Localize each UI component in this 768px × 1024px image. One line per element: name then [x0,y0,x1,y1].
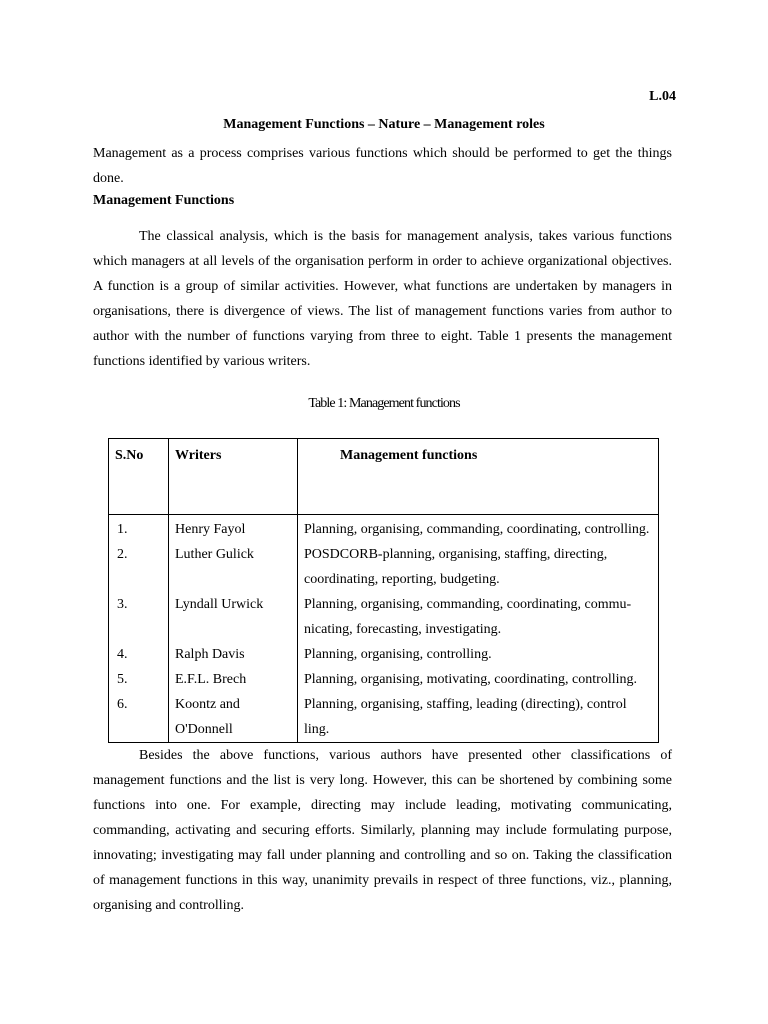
lecture-number: L.04 [649,89,676,104]
page-title: Management Functions – Nature – Management roles [223,117,545,132]
row-writer: E.F.L. Brech [169,667,298,692]
row-writer: Ralph Davis [169,642,298,667]
besides-paragraph: Besides the above functions, various authors have presented other classifications of management functions and the list is very long. However, this can be shortened by combining some functions into one. For example, directing may include leading, motivating communicating, commanding, activating and securing efforts. Similarly, planning may include formulating purpose, innovating; investigating may fall under planning and controlling and so on. Taking the classification of management functions in this way, unanimity prevails in respect of three functions, viz., planning, organising and controlling. [93,748,672,913]
table-row [109,667,659,692]
row-sno: 4. [109,642,169,667]
row-writer: Lyndall Urwick [169,592,298,642]
row-functions: Planning, organising, commanding, coordinating, commu- nicating, forecasting, investigating. [298,592,659,642]
table-caption: Table 1: Management functions [308,396,460,411]
row-functions: Planning, organising, commanding, coordinating, controlling. [298,515,659,543]
row-functions: Planning, organising, motivating, coordinating, controlling. [298,667,659,692]
header-sno: S.No [109,439,169,515]
row-writer: Koontz and O'Donnell [169,692,298,743]
section-heading: Management Functions [93,193,235,208]
table-row [109,642,659,667]
classical-analysis-paragraph: The classical analysis, which is the basis for management analysis, takes various functions which managers at all levels of the organisation perform in order to achieve organizational objectives. A function is a group of similar activities. However, what functions are undertaken by managers in organisations, there is divergence of views. The list of management functions varies from author to author with the number of functions varying from three to eight. Table 1 presents the management functions identified by various writers. [93,229,672,369]
management-functions-table [108,438,659,743]
intro-paragraph: Management as a process comprises various functions which should be performed to get the things done. [93,146,672,186]
table-row [109,515,659,543]
row-functions: Planning, organising, controlling. [298,642,659,667]
row-functions: POSDCORB-planning, organising, staffing, directing, coordinating, reporting, budgeting. [298,542,659,592]
table-row [109,542,659,592]
row-writer: Henry Fayol [169,515,298,543]
header-management-functions: Management functions [298,439,659,515]
header-writers: Writers [169,439,298,515]
table-row [109,692,659,743]
row-writer: Luther Gulick [169,542,298,592]
row-sno: 2. [109,542,169,592]
table-header-row [109,439,659,515]
row-functions: Planning, organising, staffing, leading (directing), control ling. [298,692,659,743]
row-sno: 5. [109,667,169,692]
table-row [109,592,659,642]
row-sno: 6. [109,692,169,743]
row-sno: 3. [109,592,169,642]
row-sno: 1. [109,515,169,543]
